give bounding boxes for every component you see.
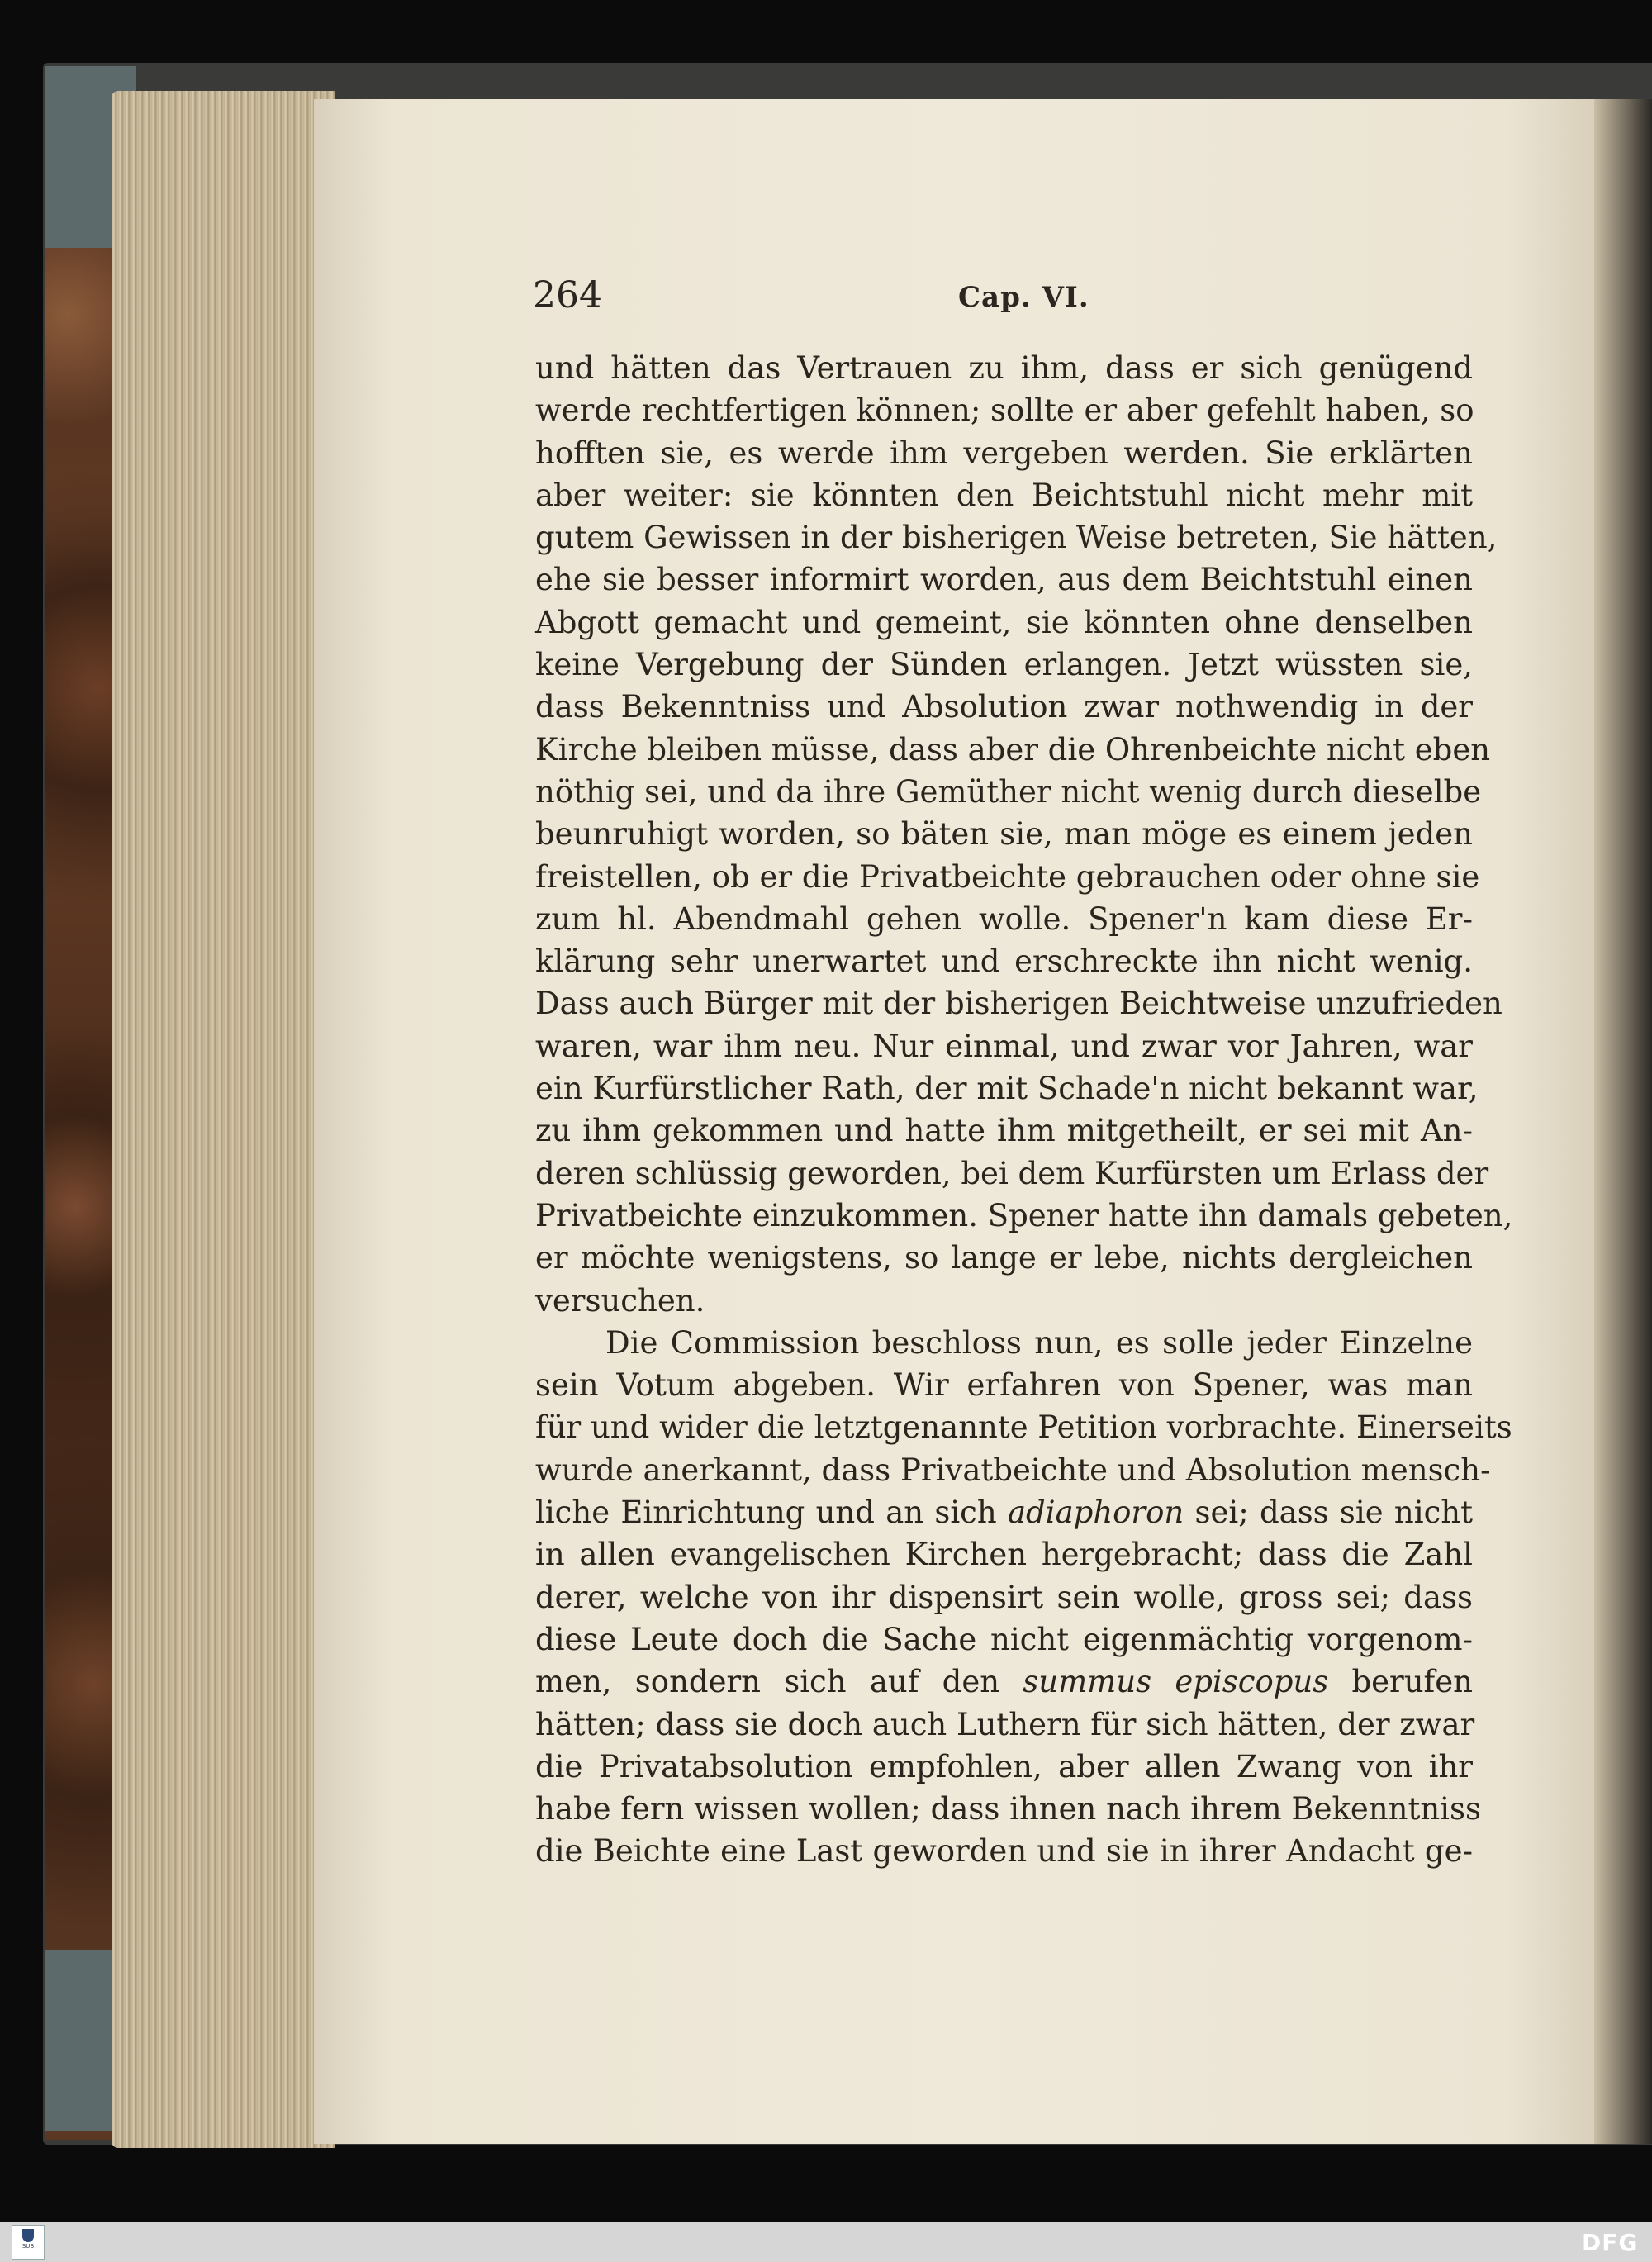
logo-caption: SUB xyxy=(21,2243,35,2250)
text-line: freistellen, ob er die Privatbeichte gebrauchen oder ohne sie xyxy=(535,858,1480,895)
text-line: klärung sehr unerwartet und erschreckte ihn nicht wenig. xyxy=(535,943,1473,980)
text-segment: liche Einrichtung und an sich xyxy=(535,1495,997,1531)
text-line: waren, war ihm neu. Nur einmal, und zwar vor Jahren, war xyxy=(535,1028,1473,1064)
text-line: keine Vergebung der Sünden erlangen. Jetzt wüssten sie, xyxy=(535,647,1473,683)
text-line: ehe sie besser informirt worden, aus dem Beichtstuhl einen xyxy=(535,562,1473,598)
text-line: zu ihm gekommen und hatte ihm mitgetheilt, er sei mit An- xyxy=(535,1113,1473,1149)
text-line: versuchen. xyxy=(535,1282,705,1319)
text-segment: sei; dass sie nicht xyxy=(1194,1495,1473,1531)
text-line: Abgott gemacht und gemeint, sie könnten ohne denselben xyxy=(535,604,1473,640)
viewer-footer xyxy=(0,2222,1652,2262)
text-line: sein Votum abgeben. Wir erfahren von Spener, was man xyxy=(535,1367,1473,1404)
text-line: werde rechtfertigen können; sollte er aber gefehlt haben, so xyxy=(535,392,1474,429)
text-line: Privatbeichte einzukommen. Spener hatte ihn damals gebeten, xyxy=(535,1197,1513,1233)
text-line: habe fern wissen wollen; dass ihnen nach ihrem Bekenntniss xyxy=(535,1791,1481,1827)
text-line: zum hl. Abendmahl gehen wolle. Spener'n kam diese Er- xyxy=(535,901,1473,937)
body-text xyxy=(535,347,1513,1873)
page-header xyxy=(533,274,1470,324)
text-line: aber weiter: sie könnten den Beichtstuhl nicht mehr mit xyxy=(535,477,1473,513)
text-line: er möchte wenigstens, so lange er lebe, nichts dergleichen xyxy=(535,1240,1473,1276)
text-line: Dass auch Bürger mit der bisherigen Beichtweise unzufrieden xyxy=(535,986,1502,1022)
text-line: die Privatabsolution empfohlen, aber allen Zwang von ihr xyxy=(535,1748,1473,1784)
text-line: wurde anerkannt, dass Privatbeichte und Absolution mensch- xyxy=(535,1452,1491,1488)
text-line: deren schlüssig geworden, bei dem Kurfürsten um Erlass der xyxy=(535,1155,1489,1191)
text-line: beunruhigt worden, so bäten sie, man möge es einem jeden xyxy=(535,816,1473,853)
library-logo xyxy=(12,2225,45,2260)
text-line: dass Bekenntniss und Absolution zwar nothwendig in der xyxy=(535,689,1473,725)
text-line: in allen evangelischen Kirchen hergebracht; dass die Zahl xyxy=(535,1537,1473,1573)
text-line: gutem Gewissen in der bisherigen Weise betreten, Sie hätten, xyxy=(535,520,1498,556)
italic-term: adiaphoron xyxy=(1008,1495,1184,1531)
text-line: derer, welche von ihr dispensirt sein wolle, gross sei; dass xyxy=(535,1579,1473,1615)
text-line: Kirche bleiben müsse, dass aber die Ohrenbeichte nicht eben xyxy=(535,731,1491,767)
dfg-logo: DFG xyxy=(1582,2229,1639,2256)
text-line: für und wider die letztgenannte Petition vorbrachte. Einerseits xyxy=(535,1409,1512,1446)
text-line: nöthig sei, und da ihre Gemüther nicht wenig durch dieselbe xyxy=(535,773,1482,810)
text-line: hätten; dass sie doch auch Luthern für sich hätten, der zwar xyxy=(535,1706,1475,1742)
page-number: 264 xyxy=(533,274,602,316)
crest-icon xyxy=(22,2229,34,2242)
text-line-with-italic xyxy=(535,1661,1473,1703)
marbled-board xyxy=(45,66,120,2140)
running-head: Cap. VI. xyxy=(958,281,1089,314)
italic-term: summus episcopus xyxy=(1023,1664,1329,1700)
text-segment: berufen xyxy=(1351,1664,1473,1700)
text-line: ein Kurfürstlicher Rath, der mit Schade'n nicht bekannt war, xyxy=(535,1071,1479,1107)
page-edges xyxy=(112,91,335,2148)
gutter-shadow xyxy=(1594,99,1652,2144)
text-line-with-italic xyxy=(535,1491,1473,1533)
text-line: diese Leute doch die Sache nicht eigenmächtig vorgenom- xyxy=(535,1621,1473,1657)
text-line: die Beichte eine Last geworden und sie in ihrer Andacht ge- xyxy=(535,1833,1473,1870)
text-line: und hätten das Vertrauen zu ihm, dass er sich genügend xyxy=(535,350,1473,386)
text-line: Die Commission beschloss nun, es solle jeder Einzelne xyxy=(605,1324,1473,1361)
text-segment: men, sondern sich auf den xyxy=(535,1664,1000,1700)
text-line: hofften sie, es werde ihm vergeben werden. Sie erklärten xyxy=(535,435,1473,471)
